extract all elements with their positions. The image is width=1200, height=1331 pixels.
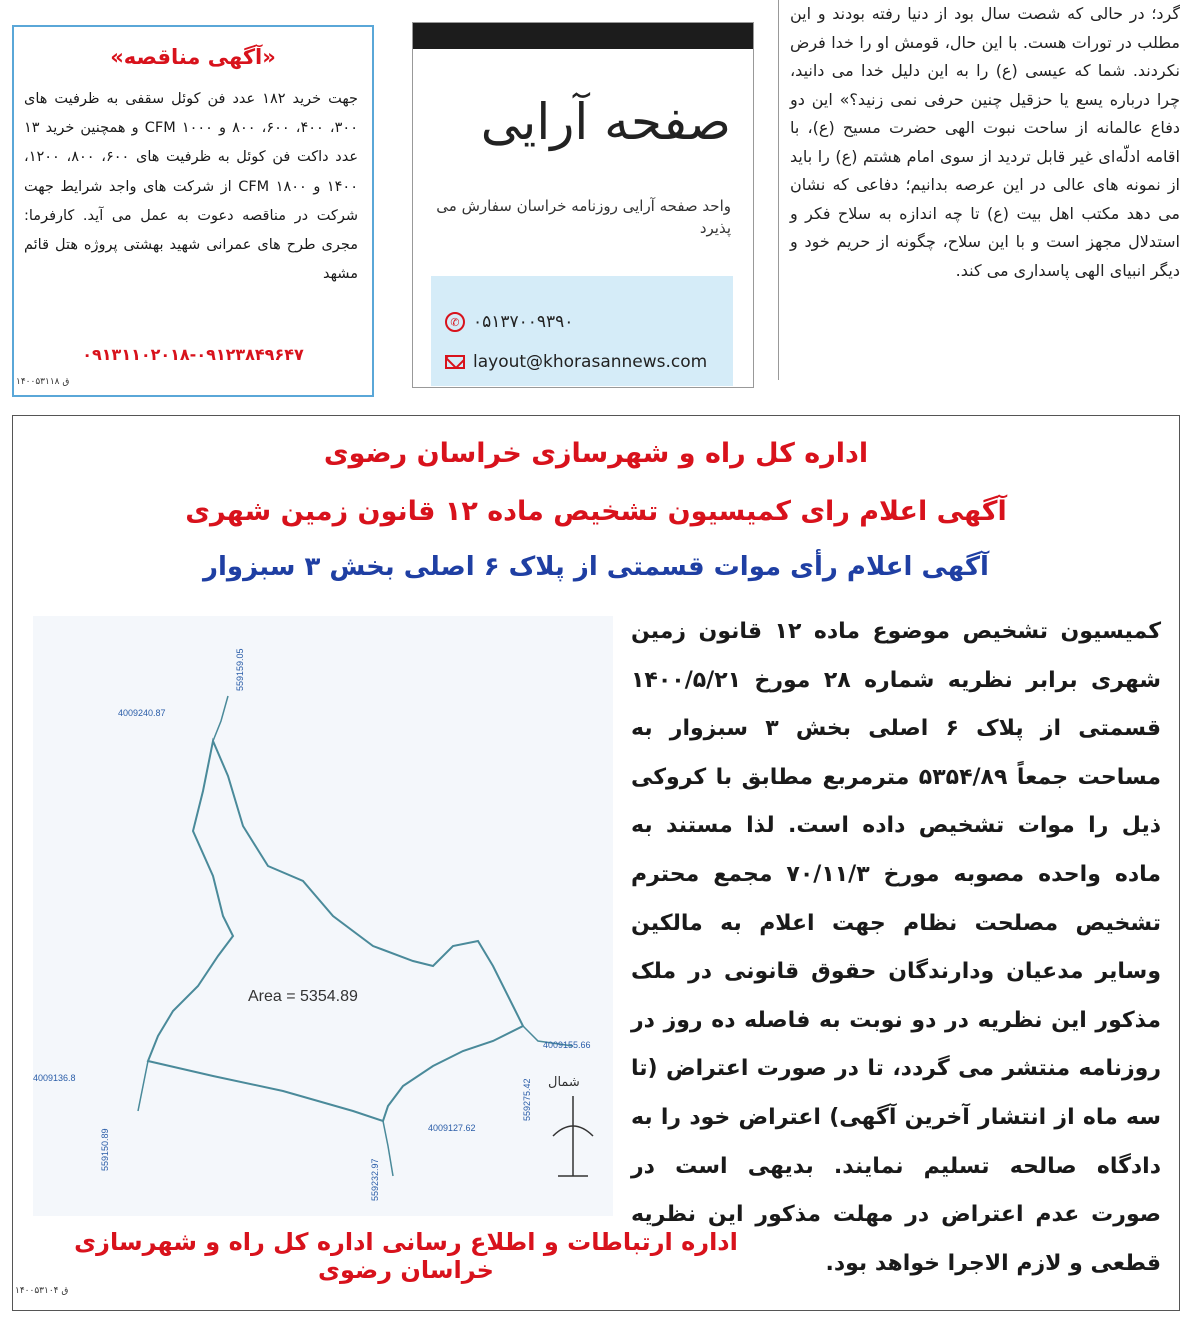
area-label: Area = 5354.89 — [248, 988, 358, 1005]
tender-body: جهت خرید ۱۸۲ عدد فن کوئل سقفی به ظرفیت های ۳۰۰، ۴۰۰، ۶۰۰، ۸۰۰ و ۱۰۰۰ CFM و همچنین خرید ۱۳ عدد داکت فن کوئل به ظرفیت های ۶۰۰، ۸۰۰، ۱۲۰۰، ۱۴۰۰ و ۱۸۰۰ CFM از شرکت های واجد شرایط جهت شرکت در مناقصه دعوت به عمل می آید. کارفرما: مجری طرح های عمرانی شهید بهشتی پروژه هتل قائم مشهد — [24, 91, 359, 283]
access-road-south — [383, 1121, 393, 1176]
parcel-map — [33, 616, 613, 1216]
announcement-heading-2: آگهی اعلام رای کمیسیون تشخیص ماده ۱۲ قانون زمین شهری — [185, 496, 1007, 527]
phone-number: ۰۵۱۳۷۰۰۹۳۹۰ — [473, 312, 574, 332]
coord-label: 4009240.87 — [118, 708, 166, 718]
coord-label: 4009136.8 — [33, 1073, 76, 1083]
coord-label: 4009155.66 — [543, 1040, 591, 1050]
announcement-heading-1: اداره کل راه و شهرسازی خراسان رضوی — [323, 438, 869, 469]
north-label: شمال — [548, 1075, 580, 1090]
coord-label: 559150.89 — [100, 1128, 110, 1171]
phone-row[interactable] — [445, 312, 573, 332]
coord-label: 559159.05 — [235, 648, 245, 691]
announcement-footer: اداره ارتباطات و اطلاع رسانی اداره کل راه و شهرسازی خراسان رضوی — [74, 1228, 738, 1284]
tender-phones: ۰۹۱۳۱۱۰۲۰۱۸-۰۹۱۲۳۸۴۹۶۴۷ — [82, 345, 304, 364]
column-divider — [778, 0, 779, 380]
announcement-code: ۱۴۰۰۵۳۱۰۴ ق — [15, 1286, 69, 1296]
mail-icon — [445, 355, 465, 369]
tender-ad — [12, 25, 374, 397]
tender-title: «آگهی مناقصه» — [110, 45, 276, 69]
parcel-map-svg — [33, 616, 613, 1216]
contact-box — [431, 276, 733, 386]
announcement-heading-3: آگهی اعلام رأی موات قسمتی از پلاک ۶ اصلی بخش ۳ سبزوار — [203, 552, 989, 582]
coord-label: 4009127.62 — [428, 1123, 476, 1133]
announcement-body: کمیسیون تشخیص موضوع ماده ۱۲ قانون زمین شهری برابر نظریه شماره ۲۸ مورخ ۱۴۰۰/۵/۲۱ قسمتی از پلاک ۶ اصلی بخش ۳ سبزوار به مساحت جمعاً ۵۳۵۴/۸۹ مترمربع مطابق با کروکی ذیل را موات تشخیص داده است. لذا مستند به ماده واحده مصوبه مورخ ۷۰/۱۱/۳ مجمع محترم تشخیص مصلحت نظام جهت اعلام به مالکین وسایر مدعیان ودارندگان حقوق قانونی در ملک مذکور این نظریه در دو نوبت به فاصله ده روز در روزنامه منتشر می گردد، تا در صورت اعتراض (تا سه ماه از انتشار آخرین آگهی) اعتراض خود را به دادگاه صالحه تسلیم نمایند. بدیهی است در صورت عدم اعتراض در مهلت مذکور این نظریه قطعی و لازم الاجرا خواهد بود. — [631, 619, 1161, 1276]
article-text: گرد؛ در حالی که شصت سال بود از دنیا رفته بودند و این مطلب در تورات هست. با این حال، قومش او را خدا فرض نکردند. شما که عیسی (ع) را به این دلیل خدا می دانید، چرا درباره یسع یا حزقیل چنین حرفی نمی زنید؟» این دو دفاع عالمانه از ساحت نبوت الهی حضرت مسیح (ع)، با اقامه ادلّه‌ای غیر قابل تردید از سوی امام هشتم (ع) را باید از نمونه های عالی در این عرصه بدانیم؛ دفاعی که نشان می دهد مکتب اهل بیت (ع) تا چه اندازه به سلاح فکر و استدلال مجهز است و با این سلاح، چگونه از حریم خود و دیگر انبیای الهی پاسداری می کند. — [790, 4, 1180, 280]
north-arrow-icon — [553, 1096, 593, 1176]
tender-code: ۱۴۰۰۵۳۱۱۸ ق — [16, 377, 70, 387]
coord-label: 559275.42 — [522, 1078, 532, 1121]
land-ruling-announcement — [12, 415, 1180, 1311]
layout-ad-description: واحد صفحه آرایی روزنامه خراسان سفارش می پذیرد — [436, 197, 731, 237]
access-road-north — [213, 696, 228, 741]
coord-label: 559232.97 — [370, 1158, 380, 1201]
parcel-boundary — [148, 741, 523, 1121]
layout-ad-title: صفحه آرایی — [480, 93, 731, 151]
ad-header-bar — [413, 23, 753, 49]
article-column — [790, 0, 1180, 360]
email-address: layout@khorasannews.com — [473, 352, 708, 372]
phone-icon: ✆ — [445, 312, 465, 332]
access-road — [138, 1061, 148, 1111]
layout-service-ad — [412, 22, 754, 388]
email-row[interactable] — [445, 352, 707, 372]
